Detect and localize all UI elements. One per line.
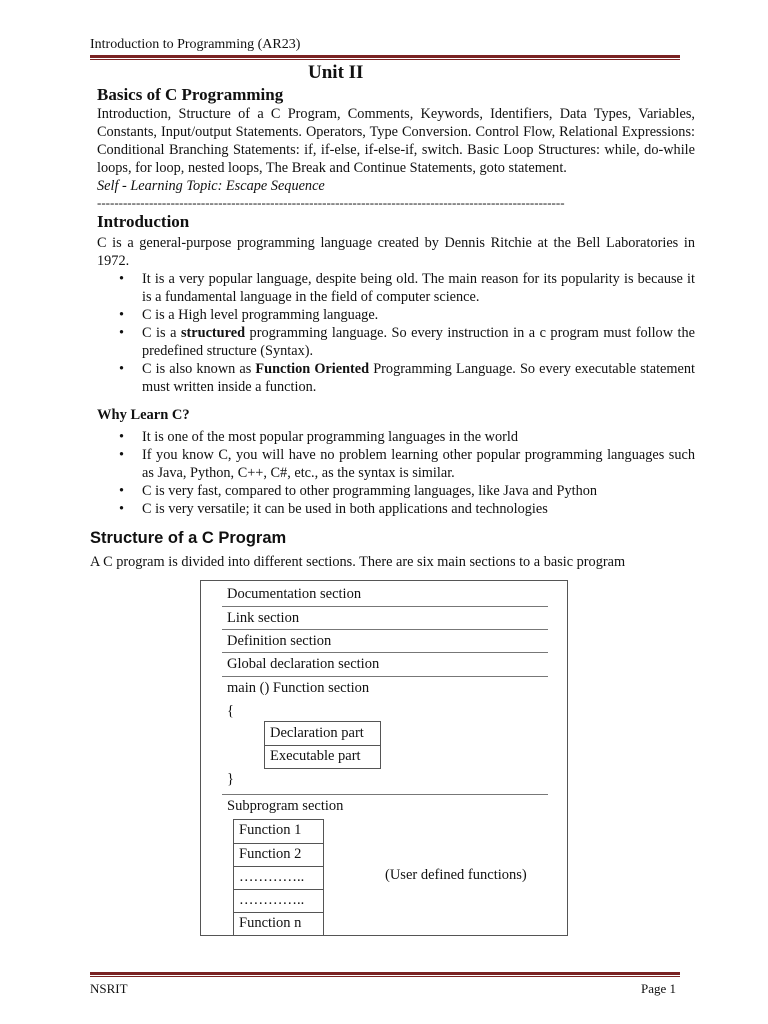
list-item: • C is a structured programming language. So every instruction in a c program must follow the predefined structure (Syntax). bbox=[119, 325, 695, 359]
unit-title: Unit II bbox=[308, 62, 364, 83]
introduction-bullets bbox=[119, 270, 695, 396]
function-item: Function n bbox=[234, 912, 323, 932]
divider-line: ------------------------------------------------------------------------------------------------------------ bbox=[97, 195, 565, 210]
link-section-label: Link section bbox=[227, 610, 300, 626]
structure-heading: Structure of a C Program bbox=[90, 529, 287, 547]
function-item: ………….. bbox=[234, 866, 323, 886]
page-number: Page 1 bbox=[641, 981, 677, 996]
self-learning-topic: Self - Learning Topic: Escape Sequence bbox=[97, 178, 325, 194]
executable-part-label: Executable part bbox=[265, 745, 380, 765]
main-body-box bbox=[264, 721, 381, 769]
list-item: • C is very fast, compared to other programming languages, like Java and Python bbox=[119, 483, 598, 499]
list-item: • If you know C, you will have no problem learning other popular programming languages such as Java, Python, C++, C#, etc., as the syntax is similar. bbox=[119, 447, 695, 481]
divider bbox=[222, 794, 548, 795]
declaration-part-label: Declaration part bbox=[270, 725, 364, 741]
divider bbox=[222, 629, 548, 630]
footer-rule bbox=[90, 972, 680, 977]
syllabus-paragraph: Introduction, Structure of a C Program, Comments, Keywords, Identifiers, Data Types, Variables, Constants, Input/output Statements. Operators, Type Conversion. Control Flow, Relational Expressions: Conditional Branching Statements: if, if-else, if-else-if, switch. Basic Loop Structures: while, do-while loops, for loop, nested loops, The Break and Continue Statements, goto statement. bbox=[97, 106, 695, 176]
close-brace: } bbox=[227, 771, 234, 787]
main-function-section-label: main () Function section bbox=[227, 680, 370, 696]
function-item: ………….. bbox=[234, 889, 323, 909]
definition-section-label: Definition section bbox=[227, 633, 332, 649]
user-defined-functions-label: (User defined functions) bbox=[385, 867, 527, 883]
list-item: • It is a very popular language, despite being old. The main reason for its popularity is because it is a fundamental language in the field of computer science. bbox=[119, 271, 695, 305]
divider bbox=[222, 676, 548, 677]
function-item: Function 2 bbox=[234, 843, 323, 863]
why-learn-bullets bbox=[119, 428, 695, 518]
why-learn-heading: Why Learn C? bbox=[97, 407, 190, 423]
global-declaration-section-label: Global declaration section bbox=[227, 656, 380, 672]
list-item: • It is one of the most popular programming languages in the world bbox=[119, 429, 519, 445]
program-structure-diagram bbox=[200, 580, 568, 936]
open-brace: { bbox=[227, 703, 234, 719]
divider bbox=[222, 652, 548, 653]
footer-institution: NSRIT bbox=[90, 981, 128, 996]
function-item: Function 1 bbox=[239, 822, 302, 838]
section-title: Basics of C Programming bbox=[97, 85, 284, 104]
documentation-section-label: Documentation section bbox=[227, 586, 362, 602]
list-item: • C is very versatile; it can be used in both applications and technologies bbox=[119, 501, 548, 517]
header-rule bbox=[90, 55, 680, 60]
list-item: • C is also known as Function Oriented Programming Language. So every executable statement must written inside a function. bbox=[119, 361, 695, 395]
list-item: • C is a High level programming language. bbox=[119, 307, 379, 323]
functions-box bbox=[233, 819, 324, 936]
introduction-heading: Introduction bbox=[97, 212, 190, 231]
introduction-text: C is a general-purpose programming language created by Dennis Ritchie at the Bell Laboratories in 1972. bbox=[97, 235, 695, 269]
running-header: Introduction to Programming (AR23) bbox=[90, 37, 301, 52]
divider bbox=[222, 606, 548, 607]
subprogram-section-label: Subprogram section bbox=[227, 798, 344, 814]
structure-text: A C program is divided into different sections. There are six main sections to a basic program bbox=[90, 554, 626, 570]
